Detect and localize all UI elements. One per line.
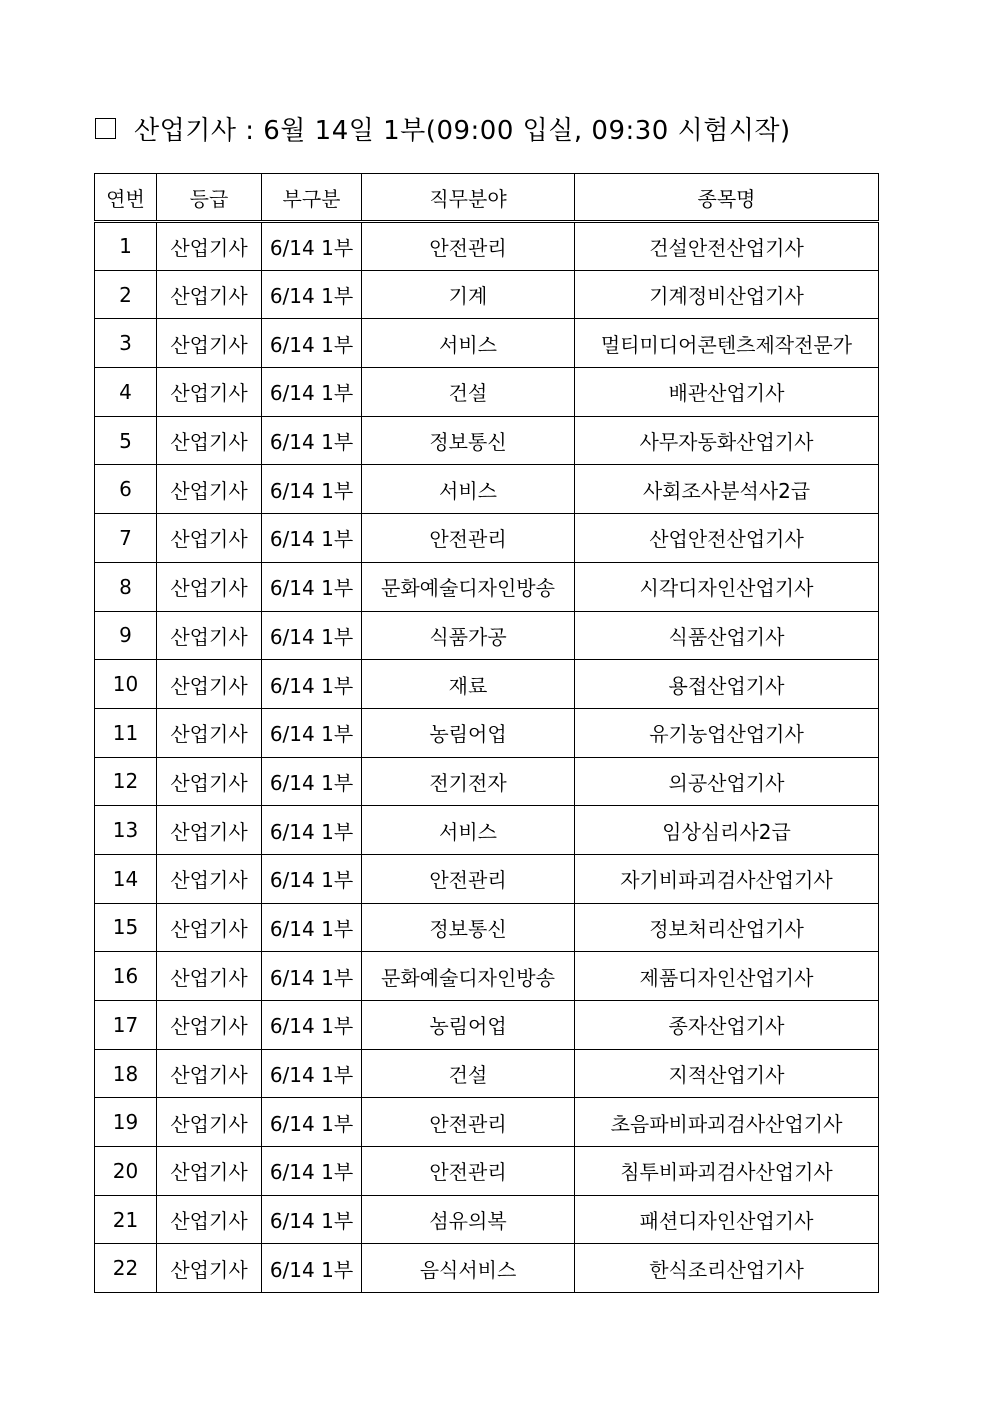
subject-cell: 침투비파괴검사산업기사 <box>575 1147 879 1196</box>
field-cell: 농림어업 <box>362 708 575 757</box>
grade-cell: 산업기사 <box>157 270 262 319</box>
session-cell: 6/14 1부 <box>262 1049 362 1098</box>
grade-cell: 산업기사 <box>157 1147 262 1196</box>
field-cell: 기계 <box>362 270 575 319</box>
row-number: 14 <box>95 854 157 903</box>
header-number: 연번 <box>95 174 157 222</box>
subject-cell: 배관산업기사 <box>575 368 879 417</box>
field-cell: 재료 <box>362 660 575 709</box>
session-cell: 6/14 1부 <box>262 562 362 611</box>
grade-cell: 산업기사 <box>157 465 262 514</box>
row-number: 4 <box>95 368 157 417</box>
table-row <box>95 611 879 660</box>
subject-cell: 건설안전산업기사 <box>575 222 879 271</box>
field-cell: 건설 <box>362 1049 575 1098</box>
session-cell: 6/14 1부 <box>262 1195 362 1244</box>
row-number: 7 <box>95 514 157 563</box>
subject-cell: 산업안전산업기사 <box>575 514 879 563</box>
table-row <box>95 854 879 903</box>
subject-cell: 자기비파괴검사산업기사 <box>575 854 879 903</box>
session-cell: 6/14 1부 <box>262 854 362 903</box>
grade-cell: 산업기사 <box>157 1244 262 1293</box>
table-row <box>95 1049 879 1098</box>
table-body <box>95 222 879 1293</box>
row-number: 20 <box>95 1147 157 1196</box>
session-cell: 6/14 1부 <box>262 368 362 417</box>
grade-cell: 산업기사 <box>157 757 262 806</box>
table-row <box>95 806 879 855</box>
field-cell: 안전관리 <box>362 854 575 903</box>
subject-cell: 종자산업기사 <box>575 1001 879 1050</box>
table-row <box>95 1001 879 1050</box>
session-cell: 6/14 1부 <box>262 270 362 319</box>
grade-cell: 산업기사 <box>157 416 262 465</box>
subject-cell: 패션디자인산업기사 <box>575 1195 879 1244</box>
row-number: 11 <box>95 708 157 757</box>
grade-cell: 산업기사 <box>157 611 262 660</box>
table-row <box>95 1098 879 1147</box>
header-grade: 등급 <box>157 174 262 222</box>
table-row <box>95 1147 879 1196</box>
table-row <box>95 222 879 271</box>
grade-cell: 산업기사 <box>157 319 262 368</box>
field-cell: 안전관리 <box>362 222 575 271</box>
row-number: 16 <box>95 952 157 1001</box>
grade-cell: 산업기사 <box>157 514 262 563</box>
session-cell: 6/14 1부 <box>262 660 362 709</box>
session-cell: 6/14 1부 <box>262 611 362 660</box>
table-row <box>95 1244 879 1293</box>
row-number: 9 <box>95 611 157 660</box>
session-cell: 6/14 1부 <box>262 952 362 1001</box>
subject-cell: 식품산업기사 <box>575 611 879 660</box>
session-cell: 6/14 1부 <box>262 416 362 465</box>
subject-cell: 초음파비파괴검사산업기사 <box>575 1098 879 1147</box>
header-subject: 종목명 <box>575 174 879 222</box>
grade-cell: 산업기사 <box>157 1098 262 1147</box>
subject-cell: 용접산업기사 <box>575 660 879 709</box>
session-cell: 6/14 1부 <box>262 465 362 514</box>
session-cell: 6/14 1부 <box>262 903 362 952</box>
row-number: 2 <box>95 270 157 319</box>
field-cell: 전기전자 <box>362 757 575 806</box>
field-cell: 안전관리 <box>362 1098 575 1147</box>
exam-schedule-table <box>94 173 879 1293</box>
grade-cell: 산업기사 <box>157 562 262 611</box>
grade-cell: 산업기사 <box>157 1195 262 1244</box>
grade-cell: 산업기사 <box>157 708 262 757</box>
grade-cell: 산업기사 <box>157 1001 262 1050</box>
session-cell: 6/14 1부 <box>262 708 362 757</box>
table-header-row <box>95 174 879 222</box>
session-cell: 6/14 1부 <box>262 806 362 855</box>
session-cell: 6/14 1부 <box>262 222 362 271</box>
grade-cell: 산업기사 <box>157 660 262 709</box>
row-number: 15 <box>95 903 157 952</box>
session-cell: 6/14 1부 <box>262 757 362 806</box>
session-cell: 6/14 1부 <box>262 1001 362 1050</box>
row-number: 5 <box>95 416 157 465</box>
subject-cell: 의공산업기사 <box>575 757 879 806</box>
table-row <box>95 757 879 806</box>
row-number: 22 <box>95 1244 157 1293</box>
row-number: 13 <box>95 806 157 855</box>
session-cell: 6/14 1부 <box>262 1244 362 1293</box>
table-row <box>95 660 879 709</box>
grade-cell: 산업기사 <box>157 222 262 271</box>
field-cell: 식품가공 <box>362 611 575 660</box>
subject-cell: 시각디자인산업기사 <box>575 562 879 611</box>
field-cell: 건설 <box>362 368 575 417</box>
field-cell: 음식서비스 <box>362 1244 575 1293</box>
table-row <box>95 319 879 368</box>
row-number: 6 <box>95 465 157 514</box>
subject-cell: 한식조리산업기사 <box>575 1244 879 1293</box>
subject-cell: 제품디자인산업기사 <box>575 952 879 1001</box>
session-cell: 6/14 1부 <box>262 1098 362 1147</box>
field-cell: 섬유의복 <box>362 1195 575 1244</box>
field-cell: 문화예술디자인방송 <box>362 952 575 1001</box>
subject-cell: 멀티미디어콘텐츠제작전문가 <box>575 319 879 368</box>
session-cell: 6/14 1부 <box>262 514 362 563</box>
table-row <box>95 465 879 514</box>
subject-cell: 사무자동화산업기사 <box>575 416 879 465</box>
row-number: 19 <box>95 1098 157 1147</box>
field-cell: 정보통신 <box>362 416 575 465</box>
subject-cell: 지적산업기사 <box>575 1049 879 1098</box>
table-row <box>95 1195 879 1244</box>
field-cell: 농림어업 <box>362 1001 575 1050</box>
table-row <box>95 368 879 417</box>
grade-cell: 산업기사 <box>157 854 262 903</box>
field-cell: 서비스 <box>362 465 575 514</box>
grade-cell: 산업기사 <box>157 368 262 417</box>
table-row <box>95 270 879 319</box>
subject-cell: 정보처리산업기사 <box>575 903 879 952</box>
field-cell: 서비스 <box>362 806 575 855</box>
grade-cell: 산업기사 <box>157 903 262 952</box>
table-row <box>95 952 879 1001</box>
session-cell: 6/14 1부 <box>262 319 362 368</box>
subject-cell: 유기농업산업기사 <box>575 708 879 757</box>
row-number: 12 <box>95 757 157 806</box>
field-cell: 문화예술디자인방송 <box>362 562 575 611</box>
row-number: 3 <box>95 319 157 368</box>
checkbox-icon <box>95 118 116 139</box>
row-number: 17 <box>95 1001 157 1050</box>
row-number: 8 <box>95 562 157 611</box>
page-title-text: 산업기사 : 6월 14일 1부(09:00 입실, 09:30 시험시작) <box>134 115 791 146</box>
session-cell: 6/14 1부 <box>262 1147 362 1196</box>
field-cell: 안전관리 <box>362 514 575 563</box>
table-row <box>95 903 879 952</box>
row-number: 18 <box>95 1049 157 1098</box>
subject-cell: 사회조사분석사2급 <box>575 465 879 514</box>
grade-cell: 산업기사 <box>157 806 262 855</box>
table-row <box>95 562 879 611</box>
table-row <box>95 708 879 757</box>
row-number: 10 <box>95 660 157 709</box>
table-row <box>95 416 879 465</box>
subject-cell: 기계정비산업기사 <box>575 270 879 319</box>
table-row <box>95 514 879 563</box>
header-field: 직무분야 <box>362 174 575 222</box>
field-cell: 서비스 <box>362 319 575 368</box>
row-number: 1 <box>95 222 157 271</box>
header-session: 부구분 <box>262 174 362 222</box>
row-number: 21 <box>95 1195 157 1244</box>
subject-cell: 임상심리사2급 <box>575 806 879 855</box>
grade-cell: 산업기사 <box>157 1049 262 1098</box>
field-cell: 정보통신 <box>362 903 575 952</box>
field-cell: 안전관리 <box>362 1147 575 1196</box>
page-title <box>95 108 791 148</box>
grade-cell: 산업기사 <box>157 952 262 1001</box>
